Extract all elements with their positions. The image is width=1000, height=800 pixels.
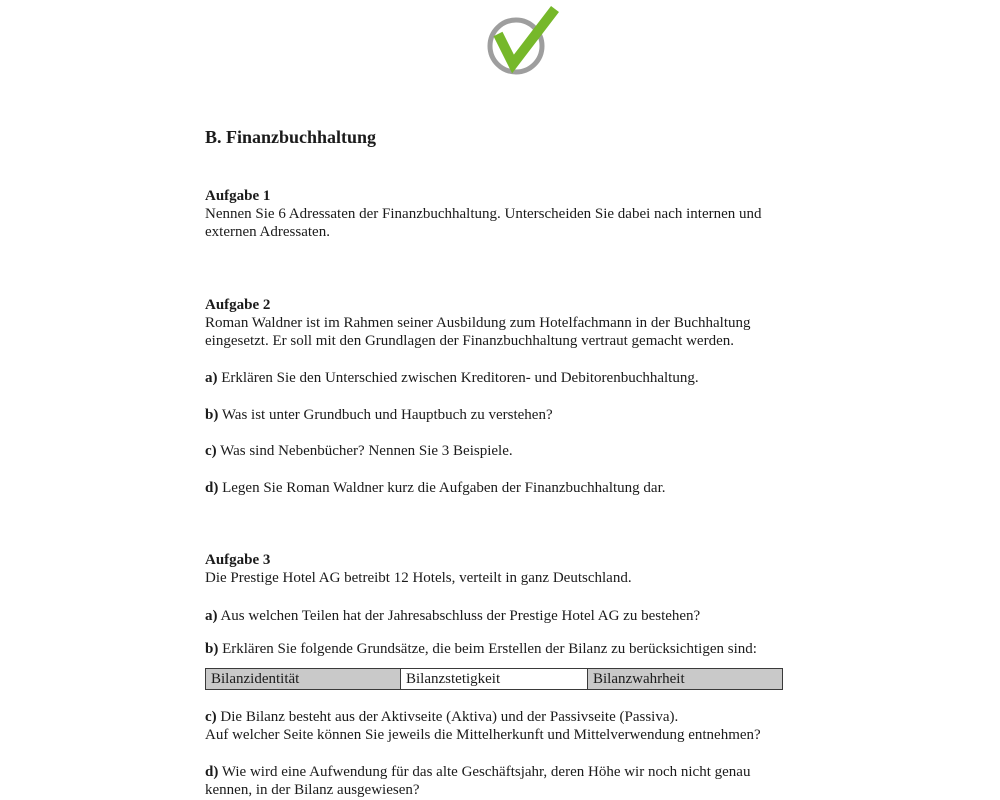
- table-row: [206, 669, 783, 690]
- section-intro: Nennen Sie 6 Adressaten der Finanzbuchhaltung. Unterscheiden Sie dabei nach internen und externen Adressaten.: [205, 206, 762, 240]
- item-label: a): [205, 370, 218, 386]
- bilanz-principles-table: [205, 668, 783, 690]
- section-aufgabe-1: [205, 187, 797, 241]
- item-line-1: [205, 708, 860, 726]
- question-item-2d: [205, 479, 860, 497]
- question-item-3c: [205, 708, 860, 744]
- question-item-3a: [205, 607, 860, 625]
- question-item-3d: [205, 763, 797, 799]
- item-text: Die Bilanz besteht aus der Aktivseite (Aktiva) und der Passivseite (Passiva).: [220, 709, 679, 725]
- table-cell-bilanzwahrheit: Bilanzwahrheit: [588, 669, 783, 690]
- section-intro: Roman Waldner ist im Rahmen seiner Ausbildung zum Hotelfachmann in der Buchhaltung eingesetzt. Er soll mit den Grundlagen der Finanzbuchhaltung vertraut gemacht werden.: [205, 315, 751, 349]
- question-item-3b: [205, 640, 860, 658]
- item-label: c): [205, 443, 217, 459]
- item-label: d): [205, 764, 219, 780]
- item-label: c): [205, 709, 217, 725]
- section-aufgabe-2: [205, 296, 797, 350]
- item-text: Wie wird eine Aufwendung für das alte Geschäftsjahr, deren Höhe wir noch nicht genau kennen, in der Bilanz ausgewiesen?: [205, 764, 751, 798]
- section-heading: Aufgabe 2: [205, 297, 271, 313]
- question-item-2a: [205, 369, 860, 387]
- item-text: Was ist unter Grundbuch und Hauptbuch zu verstehen?: [221, 407, 553, 423]
- table-cell-bilanzstetigkeit: Bilanzstetigkeit: [401, 669, 588, 690]
- check-icon: [484, 3, 564, 77]
- question-item-2c: [205, 442, 860, 460]
- item-text: Was sind Nebenbücher? Nennen Sie 3 Beispiele.: [220, 443, 513, 459]
- item-text: Aus welchen Teilen hat der Jahresabschluss der Prestige Hotel AG zu bestehen?: [220, 608, 701, 624]
- item-text: Erklären Sie den Unterschied zwischen Kreditoren- und Debitorenbuchhaltung.: [221, 370, 699, 386]
- item-label: b): [205, 641, 219, 657]
- section-aufgabe-3: [205, 551, 797, 587]
- item-text: Erklären Sie folgende Grundsätze, die beim Erstellen der Bilanz zu berücksichtigen sind:: [222, 641, 757, 657]
- section-heading: Aufgabe 3: [205, 552, 271, 568]
- item-label: a): [205, 608, 218, 624]
- section-heading: Aufgabe 1: [205, 188, 271, 204]
- item-label: d): [205, 480, 219, 496]
- item-line-2: Auf welcher Seite können Sie jeweils die Mittelherkunft und Mittelverwendung entnehmen?: [205, 727, 761, 743]
- table-cell-bilanzidentitaet: Bilanzidentität: [206, 669, 401, 690]
- item-text: Legen Sie Roman Waldner kurz die Aufgaben der Finanzbuchhaltung dar.: [222, 480, 666, 496]
- checkmark-logo: [484, 3, 564, 77]
- question-item-2b: [205, 406, 860, 424]
- section-intro: Die Prestige Hotel AG betreibt 12 Hotels, verteilt in ganz Deutschland.: [205, 570, 632, 586]
- item-label: b): [205, 407, 219, 423]
- page-title: B. Finanzbuchhaltung: [205, 127, 377, 147]
